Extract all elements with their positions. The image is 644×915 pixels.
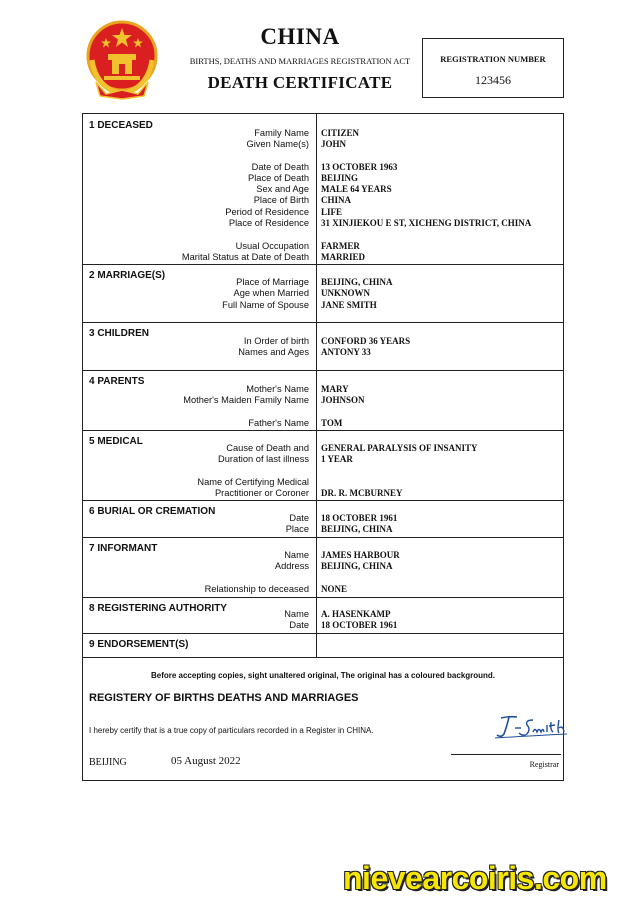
section-registering-authority — [83, 597, 563, 634]
signature-line — [451, 754, 561, 755]
sex-age-value: MALE 64 YEARS — [321, 184, 392, 194]
field-label: Marital Status at Date of Death — [181, 252, 309, 262]
field-label: Name — [284, 550, 309, 560]
field-label: Name of Certifying Medical — [197, 477, 309, 487]
section-title: 5 MEDICAL — [89, 436, 143, 447]
section-medical — [83, 430, 563, 501]
field-label: Period of Residence — [225, 207, 309, 217]
field-label: Place of Residence — [228, 218, 309, 228]
field-label: Duration of last illness — [218, 454, 309, 464]
field-label: Date — [289, 513, 309, 523]
section-title: 1 DECEASED — [89, 120, 153, 131]
issue-place: BEIJING — [89, 757, 127, 768]
country-title: CHINA — [260, 24, 340, 49]
field-label: Practitioner or Coroner — [214, 488, 309, 498]
field-label: Place — [285, 524, 309, 534]
place-residence-value: 31 XINJIEKOU E ST, XICHENG DISTRICT, CHINA — [321, 218, 532, 228]
burial-place-value: BEIJING, CHINA — [321, 524, 393, 534]
field-label: Name — [284, 609, 309, 619]
field-label: Given Name(s) — [246, 139, 309, 149]
field-label: Cause of Death and — [226, 443, 309, 453]
place-of-death-value: BEIJING — [321, 173, 359, 183]
field-label: Usual Occupation — [235, 241, 309, 251]
registration-number-value: 123456 — [475, 73, 511, 87]
registration-number-label: REGISTRATION NUMBER — [440, 54, 546, 64]
section-informant — [83, 537, 563, 598]
registration-act: BIRTHS, DEATHS AND MARRIAGES REGISTRATION ACT — [189, 56, 411, 66]
section-title: 3 CHILDREN — [89, 328, 150, 339]
section-endorsement — [83, 633, 563, 658]
national-emblem-icon — [86, 20, 158, 100]
mother-value: MARY — [321, 384, 349, 394]
section-title: 9 ENDORSEMENT(S) — [89, 639, 189, 650]
document-title: DEATH CERTIFICATE — [207, 73, 393, 92]
burial-date-value: 18 OCTOBER 1961 — [321, 513, 398, 523]
section-marriage — [83, 264, 563, 323]
registration-date-value: 18 OCTOBER 1961 — [321, 620, 398, 630]
given-names-value: JOHN — [321, 139, 347, 149]
field-label: Age when Married — [233, 288, 309, 298]
section-title: 6 BURIAL OR CREMATION — [89, 506, 216, 517]
field-label: Date — [289, 620, 309, 630]
maiden-name-value: JOHNSON — [321, 395, 365, 405]
section-deceased — [83, 114, 563, 265]
certification-text: I hereby certify that is a true copy of particulars recorded in a Register in CHINA. — [89, 726, 374, 735]
marriage-place-value: BEIJING, CHINA — [321, 277, 393, 287]
children-order-value: CONFORD 36 YEARS — [321, 336, 411, 346]
date-of-death-value: 13 OCTOBER 1963 — [321, 162, 398, 172]
field-label: Sex and Age — [256, 184, 309, 194]
section-burial — [83, 500, 563, 538]
occupation-value: FARMER — [321, 241, 360, 251]
authenticity-note: Before accepting copies, sight unaltered original, The original has a coloured background. — [150, 671, 496, 680]
informant-name-value: JAMES HARBOUR — [321, 550, 400, 560]
field-label: Relationship to deceased — [204, 584, 309, 594]
section-parents — [83, 370, 563, 431]
section-title: 4 PARENTS — [89, 376, 145, 387]
registration-number-box — [422, 38, 564, 98]
registrar-signature-icon — [487, 712, 571, 742]
field-label: Address — [274, 561, 309, 571]
spouse-value: JANE SMITH — [321, 300, 377, 310]
watermark-text: nievearcoiris.com — [343, 860, 607, 896]
relationship-value: NONE — [321, 584, 348, 594]
period-residence-value: LIFE — [321, 207, 343, 217]
children-names-value: ANTONY 33 — [321, 347, 371, 357]
section-title: 2 MARRIAGE(S) — [89, 270, 166, 281]
field-label: Place of Death — [248, 173, 309, 183]
informant-address-value: BEIJING, CHINA — [321, 561, 393, 571]
family-name-value: CITIZEN — [321, 128, 360, 138]
field-label: Family Name — [254, 128, 309, 138]
marriage-age-value: UNKNOWN — [321, 288, 370, 298]
field-label: Mother's Maiden Family Name — [183, 395, 309, 405]
registrar-name-value: A. HASENKAMP — [321, 609, 391, 619]
father-value: TOM — [321, 418, 343, 428]
marital-status-value: MARRIED — [321, 252, 365, 262]
issue-date: 05 August 2022 — [171, 755, 241, 767]
section-title: 7 INFORMANT — [89, 543, 158, 554]
certifier-value: DR. R. MCBURNEY — [321, 488, 403, 498]
section-children — [83, 322, 563, 371]
field-label: Date of Death — [251, 162, 309, 172]
field-label: Place of Birth — [253, 195, 309, 205]
field-label: Mother's Name — [246, 384, 309, 394]
registry-heading: REGISTERY OF BIRTHS DEATHS AND MARRIAGES — [89, 692, 359, 704]
place-of-birth-value: CHINA — [321, 195, 352, 205]
field-label: Place of Marriage — [236, 277, 309, 287]
registrar-label: Registrar — [529, 760, 559, 769]
field-label: Names and Ages — [238, 347, 309, 357]
field-label: In Order of birth — [243, 336, 309, 346]
cause-value: GENERAL PARALYSIS OF INSANITY — [321, 443, 478, 453]
section-title: 8 REGISTERING AUTHORITY — [89, 603, 227, 614]
field-label: Full Name of Spouse — [222, 300, 309, 310]
duration-value: 1 YEAR — [321, 454, 353, 464]
field-label: Father's Name — [248, 418, 309, 428]
certificate-table — [82, 113, 564, 781]
